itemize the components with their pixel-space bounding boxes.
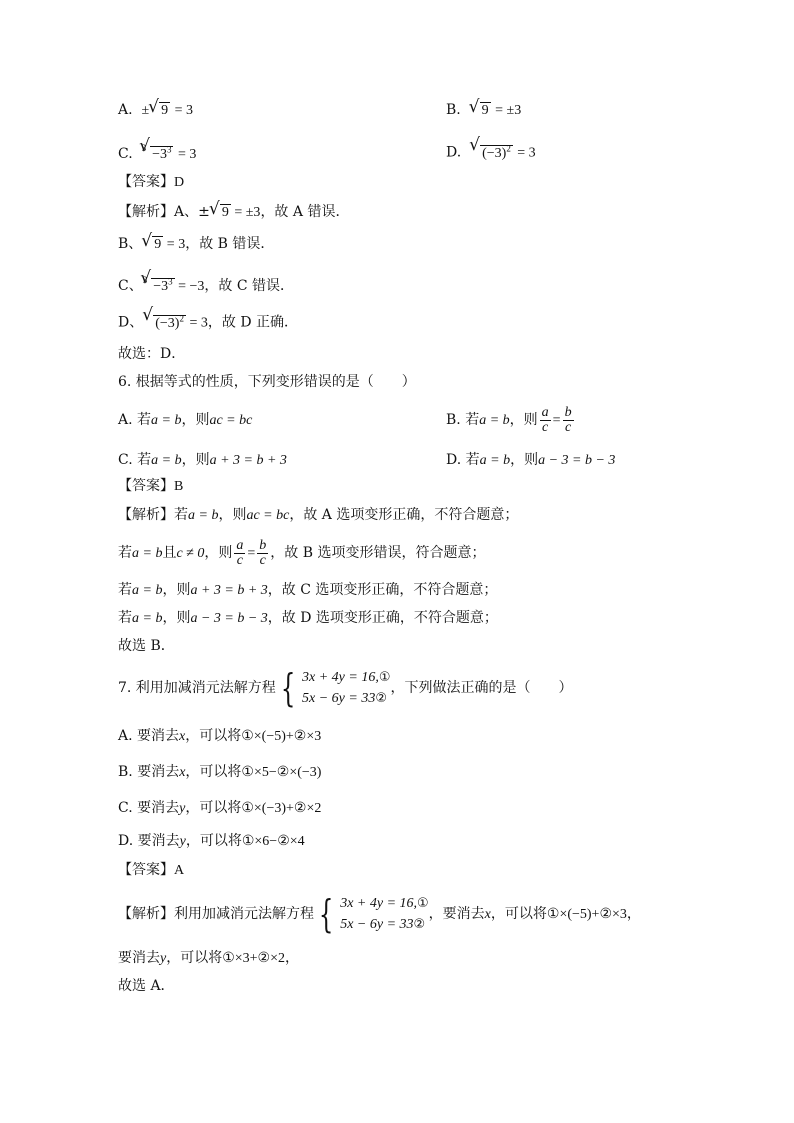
variable: y [160,951,167,966]
q5-option-b [446,100,521,121]
denominator: c [564,419,572,435]
option-label: D. 若 [446,452,480,468]
text: ，可以将 [185,833,242,849]
sqrt-symbol [210,202,231,223]
math: a = b [132,611,163,626]
equals: = [247,546,256,561]
denominator: c [259,552,266,568]
numerator: a [541,404,549,420]
text: D、 [118,314,144,331]
text: 且 [162,545,177,561]
q5-analysis-line-4 [118,308,298,334]
circled-number: ② [375,691,387,706]
exponent: 3 [166,144,172,155]
math: = 3 [185,315,208,331]
option-label: C. [118,146,133,162]
circled-number: ① [417,896,429,911]
text: ，故 C 选项变形正确，不符合题意； [267,582,498,598]
q6-analysis-line-1 [118,505,518,526]
q7-option-b [118,762,321,783]
math: a = b [132,583,163,598]
option-label: A. 若 [118,412,152,428]
text: ，故 D 正确． [207,314,298,331]
math: ①×5−②×(−3) [241,765,322,780]
text: ，可以将 [166,950,223,966]
text: ，则 [218,507,247,523]
q7-conclusion: 故选 A． [118,978,175,994]
q7-option-d [118,831,305,852]
circled-number: ① [378,670,391,685]
text: 利用加减消元法解方程 [174,906,314,922]
text: B、 [118,236,143,252]
variable: x [179,765,186,780]
equation-system [276,667,391,709]
radicand: 9 [161,103,169,118]
math: a = b [151,413,182,428]
text: ，则 [181,412,210,428]
q7-analysis-line-2 [118,948,299,969]
equation-1: 3x + 4y = 16, [340,896,418,911]
text: ，则 [509,412,538,428]
equals: = [552,413,561,428]
sqrt-symbol [470,100,491,121]
q6-analysis-line-3 [118,580,497,601]
text: ，可以将 [490,906,547,922]
answer-value: A [174,863,185,878]
option-label: B. [446,102,461,118]
plus-minus: ± [141,103,150,118]
math: = −3 [174,279,205,294]
option-label: C. 要消去 [118,800,180,816]
radicand: 9 [221,205,229,220]
circled-number: ② [413,917,426,932]
text: ，则 [510,452,539,468]
exponent: 2 [179,313,184,323]
math: a = b [132,546,163,561]
text: ，故 A 选项变形正确，不符合题意； [289,507,519,523]
option-label: C. 若 [118,452,152,468]
text: ，下列做法正确的是（ ） [390,680,573,696]
variable: y [179,801,186,816]
variable: x [179,729,186,744]
q6-answer [118,476,183,497]
sqrt-symbol [142,234,163,255]
math: a + 3 = b + 3 [209,453,287,468]
text: ，则 [162,610,191,626]
denominator: c [236,552,243,568]
text: ，故 D 选项变形正确，不符合题意； [267,610,498,626]
text: 若 [118,545,132,561]
option-label: D. 要消去 [118,833,180,849]
math: ac = bc [246,508,290,523]
math: a = b [479,413,510,428]
math: a − 3 = b − 3 [190,611,268,626]
q7-stem [118,666,572,710]
fraction [234,539,245,568]
q7-analysis-line-1 [118,892,641,937]
numerator: a [236,537,244,553]
q5-option-a [118,100,193,121]
math: ①×(−3)+②×2 [241,801,322,816]
answer-value: B [174,479,184,494]
text: ，故 B 错误． [185,236,275,252]
numerator: b [259,537,267,553]
radicand: −3 [152,147,167,162]
text: ， [285,950,300,966]
math: ac = bc [209,413,253,428]
cbrt-symbol [141,271,174,297]
math: = 3 [163,237,186,252]
analysis-tag: 【解析】 [118,906,174,922]
q7-option-a [118,726,321,747]
rhs: = ±3 [495,103,522,118]
q6-stem: 6. 根据等式的性质，下列变形错误的是（ ） [118,374,416,390]
q7-option-c [118,798,321,819]
radicand: (−3) [482,145,507,161]
q5-analysis-line-1 [118,202,349,223]
sqrt-symbol [149,100,170,121]
answer-tag: 【答案】 [118,174,174,190]
answer-tag: 【答案】 [118,862,174,878]
sqrt-symbol [143,308,186,334]
equation-2: 5x − 6y = 33 [302,691,376,706]
math: a = b [151,453,182,468]
text: ，可以将 [185,800,242,816]
left-brace: { [280,666,296,710]
equation-2: 5x − 6y = 33 [340,917,414,932]
math: a = b [188,508,219,523]
exponent: 2 [506,143,511,153]
radicand: 9 [481,103,489,118]
variable: y [179,834,186,849]
math: c ≠ 0 [176,546,205,561]
radicand: (−3) [155,315,180,331]
text: ，故 C 错误． [204,278,295,294]
rhs: = 3 [177,147,197,162]
q5-analysis-line-3 [118,270,294,297]
root-index: 3 [142,275,148,285]
root-index: 3 [141,143,147,153]
math: ①×(−5)+②×3 [546,907,627,922]
equation-1: 3x + 4y = 16, [302,670,379,685]
option-label: A. 要消去 [118,728,180,744]
text: ， [626,906,641,922]
text: 若 [174,507,188,523]
q5-answer [118,172,184,193]
text: ，可以将 [185,764,242,780]
text: 若 [118,610,132,626]
radicand: −3 [153,279,169,294]
option-label: B. 要消去 [118,764,180,780]
q6-analysis-line-4 [118,608,498,629]
math: ①×6−②×4 [241,834,305,849]
text: A、± [174,204,210,220]
numerator: b [564,404,572,420]
option-label: A. [118,102,133,118]
text: C、 [118,278,143,294]
q6-conclusion: 故选 B． [118,638,175,654]
fraction [563,406,574,435]
analysis-tag: 【解析】 [118,204,174,220]
q6-option-b [446,402,576,439]
fraction [257,539,268,568]
text: ，则 [204,545,233,561]
q5-option-c [118,138,196,165]
rhs: = 3 [517,145,536,161]
denominator: c [542,419,549,435]
q6-analysis-line-2 [118,535,485,572]
q5-analysis-line-2 [118,234,274,255]
text: 若 [118,582,132,598]
cbrt-symbol [140,139,173,165]
analysis-tag: 【解析】 [118,507,174,523]
math: ①×3+②×2 [222,951,286,966]
math: ①×(−5)+②×3 [241,729,322,744]
q7-answer [118,860,184,881]
q6-option-a [118,410,252,431]
option-label: D. [446,144,462,161]
text: ，则 [181,452,210,468]
math: a + 3 = b + 3 [190,583,268,598]
variable: x [484,907,491,922]
rhs: = 3 [174,103,194,118]
q6-option-c [118,450,287,471]
q5-option-d [446,138,536,164]
text: ，故 A 错误． [260,204,350,220]
text: ，要消去 [428,906,485,922]
radicand: 9 [154,237,162,252]
text: ，可以将 [185,728,242,744]
answer-tag: 【答案】 [118,478,174,494]
fraction [540,406,551,435]
left-brace: { [318,892,334,936]
sqrt-symbol [470,138,513,164]
text: 要消去 [118,950,160,966]
text: ，则 [162,582,191,598]
text: 7. 利用加减消元法解方程 [118,680,276,696]
exponent: 3 [168,276,173,287]
option-label: B. 若 [446,412,480,428]
q6-option-d [446,450,615,471]
text: ，故 B 选项变形错误，符合题意； [270,545,486,561]
answer-value: D [174,175,185,190]
math: = ±3 [230,205,261,220]
q5-conclusion: 故选：D． [118,346,186,362]
math: a − 3 = b − 3 [538,453,616,468]
equation-system [314,893,429,935]
math: a = b [479,453,511,468]
